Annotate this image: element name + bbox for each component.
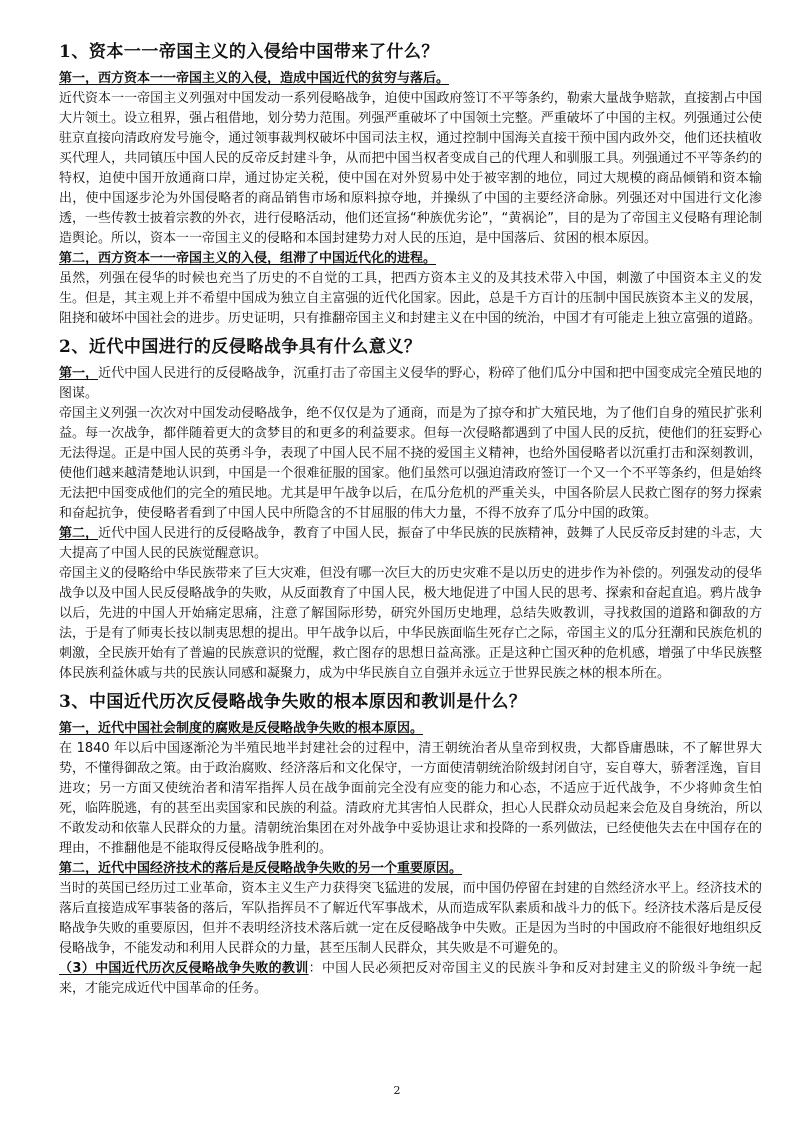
paragraph (59, 364, 762, 404)
document-page (59, 34, 762, 999)
paragraph (59, 879, 762, 959)
section-heading: 3、中国近代历次反侵略战争失败的根本原因和教训是什么？ (59, 692, 527, 712)
page-number: 2 (393, 1084, 401, 1097)
paragraph-text: 近代中国人民进行的反侵略战争，教育了中国人民，振奋了中华民族的民族精神，鼓舞了人民反帝反封建的斗志，大大提高了中国人民的民族觉醒意识。 (59, 526, 762, 561)
paragraph-lead: 第二， (59, 526, 99, 541)
paragraph-lead: （3）中国近代历次反侵略战争失败的教训 (59, 961, 309, 976)
paragraph-text: ：中国人民必须把反对帝国主义的民族斗争和反对封建主义的阶级斗争统一起来，才能完成近代中国革命的任务。 (59, 961, 762, 996)
paragraph-text: 当时的英国已经历过工业革命，资本主义生产力获得突飞猛进的发展，而中国仍停留在封建的自然经济水平上。经济技术的落后直接造成军事装备的落后，军队指挥员不了解近代军事战术，从而造成军队素质和战斗力的低下。经济技术落后是反侵略战争失败的重要原因，但并不表明经济技术落后就一定在反侵略战争中失败。正是因为当时的中国政府不能很好地组织反侵略战争，不能发动和利用人民群众的力量，甚至压制人民群众，其失败是不可避免的。 (59, 881, 762, 956)
subheading: 第一，近代中国社会制度的腐败是反侵略战争失败的根本原因。 (59, 721, 424, 736)
paragraph (59, 959, 762, 999)
paragraph-text: 帝国主义列强一次次对中国发动侵略战争，绝不仅仅是为了通商，而是为了掠夺和扩大殖民地，为了他们自身的殖民扩张利益。每一次战争，都伴随着更大的贪梦目的和更多的利益要求。但每一次侵略都遇到了中国人民的反抗，使他们的狂妄野心无法得逞。正是中国人民的英勇斗争，表现了中国人民不屈不挠的爱国主义精神，也给外国侵略者以沉重打击和深刻教训，使他们越来越清楚地认识到，中国是一个很难征服的国家。他们虽然可以强迫清政府签订一个又一个不平等条约，但是始终无法把中国变成他们的完全的殖民地。尤其是甲午战争以后，在瓜分危机的严重关头，中国各阶层人民救亡图存的努力探索和奋起抗争，使侵略者看到了中国人民中所隐含的不甘屈服的伟大力量，不得不放弃了瓜分中国的政策。 (59, 406, 762, 521)
paragraph-text: 帝国主义的侵略给中华民族带来了巨大灾难，但没有哪一次巨大的历史灾难不是以历史的进步作为补偿的。列强发动的侵华战争以及中国人民反侵略战争的失败，从反面教育了中国人民，极大地促进了中国人民的思考、探索和奋起直追。鸦片战争以后，先进的中国人开始痛定思痛，注意了解国际形势，研究外国历史地理，总结失败教训，寻找救国的道路和御敌的方法，于是有了师夷长技以制夷思想的提出。甲午战争以后，中华民族面临生死存亡之际，帝国主义的瓜分狂潮和民族危机的刺激，全民族开始有了普遍的民族意识的觉醒，救亡图存的思想日益高涨。正是这种亡国灭种的危机感，增强了中华民族整体民族利益休戚与共的民族认同感和凝聚力，成为中华民族自立自强并永远立于世界民族之林的根本所在。 (59, 566, 762, 681)
paragraph-text: 在 1840 年以后中国逐渐沦为半殖民地半封建社会的过程中，清王朝统治者从皇帝到权贵，大都昏庸愚昧，不了解世界大势，不懂得御敌之策。由于政治腐败、经济落后和文化保守，一方面使清朝统治阶级封闭自守，妄自尊大，骄奢淫逸，盲目进攻；另一方面又使统治者和清军指挥人员在战争面前完全没有应变的能力和心态，不适应于近代战争，不少将帅贪生怕死，临阵脱逃，有的甚至出卖国家和民族的利益。清政府尤其害怕人民群众，担心人民群众动员起来会危及自身统治，所以不敢发动和依靠人民群众的力量。清朝统治集团在对外战争中妥协退让求和投降的一系列做法，已经使他失去在中国存在的理由，不推翻他是不能取得反侵略战争胜利的。 (59, 741, 762, 856)
paragraph-text: 虽然，列强在侵华的时候也充当了历史的不自觉的工具，把西方资本主义的及其技术带入中国，刺激了中国资本主义的发生。但是，其主观上并不希望中国成为独立自主富强的近代化国家。因此，总是千方百计的压制中国民族资本主义的发展，阻挠和破坏中国社会的进步。历史证明，只有推翻帝国主义和封建主义在中国的统治，中国才有可能走上独立富强的道路。 (59, 271, 762, 326)
paragraph-text: 近代中国人民进行的反侵略战争，沉重打击了帝国主义侵华的野心，粉碎了他们瓜分中国和把中国变成完全殖民地的图谋。 (59, 366, 762, 401)
paragraph-text: 近代资本一一帝国主义列强对中国发动一系列侵略战争，迫使中国政府签订不平等条约，勒索大量战争赔款，直接割占中国大片领土。设立租界，强占租借地，划分势力范围。列强严重破坏了中国领土完整。严重破坏了中国的主权。列强通过公使驻京直接向清政府发号施令，通过领事裁判权破坏中国司法主权，通过控制中国海关直接干预中国内政外交，他们还扶植收买代理人，共同镇压中国人民的反帝反封建斗争，从而把中国当权者变成自己的代理人和驯服工具。列强通过不平等条约的特权，迫使中国开放通商口岸，通过协定关税，使中国在对外贸易中处于被宰割的地位，同过大规模的商品倾销和资本输出，使中国逐步沦为外国侵略者的商品销售市场和原料掠夺地，并操纵了中国的主要经济命脉。列强还对中国进行文化渗透，一些传教士披着宗教的外衣，进行侵略活动，他们还宣扬“种族优劣论”，“黄祸论”，目的是为了帝国主义侵略有理论制造舆论。所以，资本一一帝国主义的侵略和本国封建势力对人民的压迫，是中国落后、贫困的根本原因。 (59, 91, 762, 246)
paragraph (59, 564, 762, 684)
paragraph (59, 739, 762, 859)
paragraph (59, 269, 762, 329)
paragraph (59, 524, 762, 564)
paragraph (59, 89, 762, 249)
paragraph-lead: 第一， (59, 366, 99, 381)
subheading: 第二，西方资本一一帝国主义的入侵，组滞了中国近代化的进程。 (59, 251, 437, 266)
paragraph (59, 404, 762, 524)
subheading: 第一，西方资本一一帝国主义的入侵，造成中国近代的贫穷与落后。 (59, 71, 450, 86)
section-heading: 2、近代中国进行的反侵略战争具有什么意义？ (59, 337, 422, 357)
subheading: 第二，近代中国经济技术的落后是反侵略战争失败的另一个重要原因。 (59, 861, 463, 876)
section-heading: 1、资本一一帝国主义的入侵给中国带来了什么？ (59, 42, 439, 62)
